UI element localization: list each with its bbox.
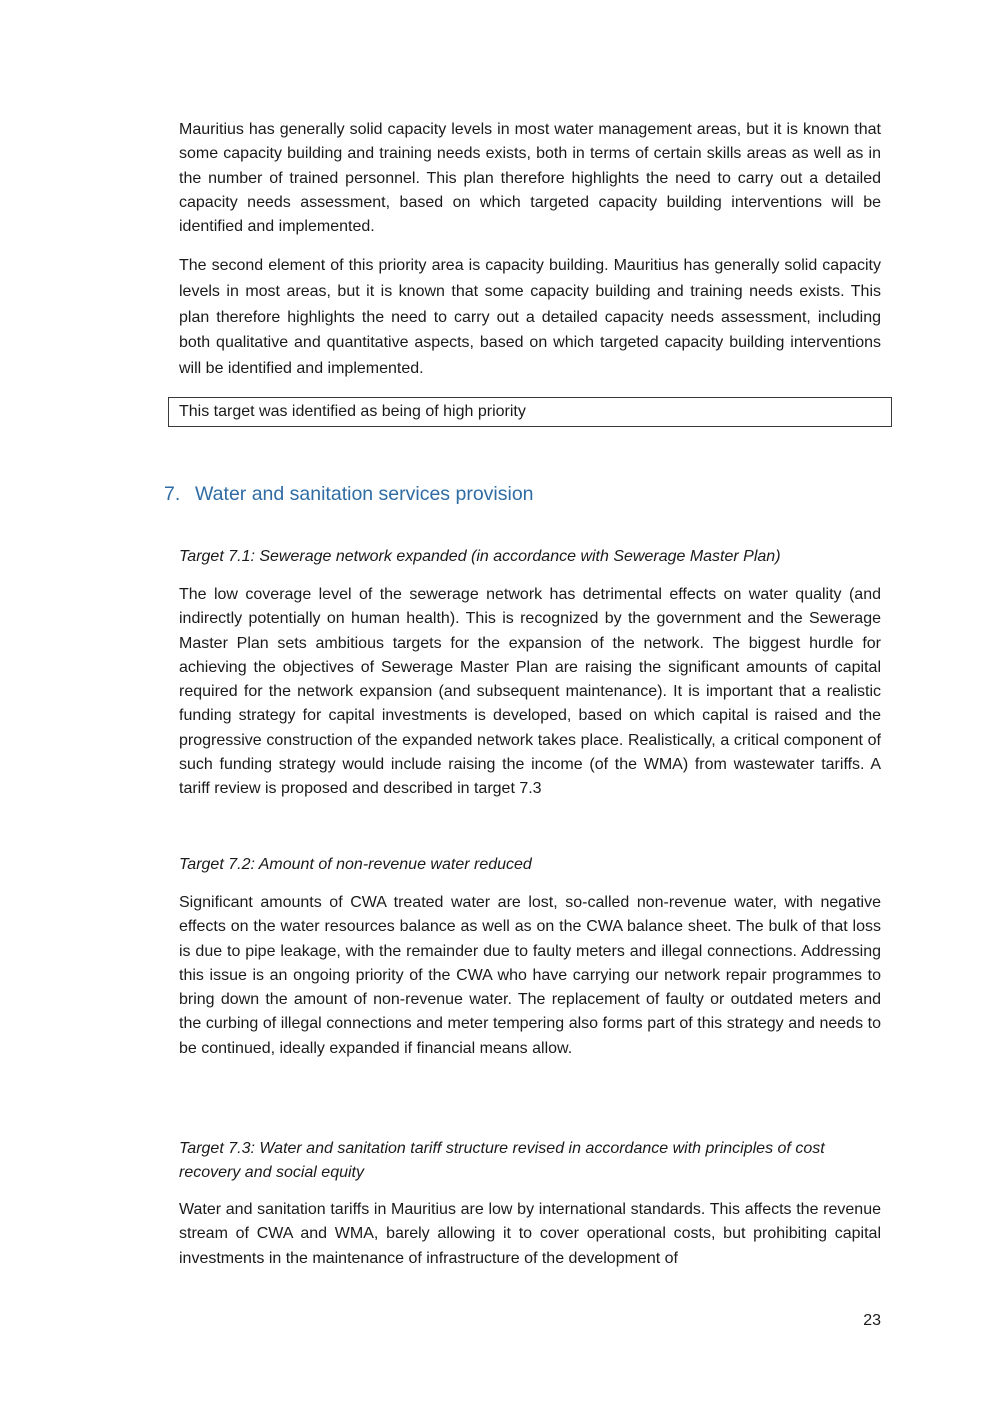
target-7-2-heading: Target 7.2: Amount of non-revenue water reduced: [179, 856, 532, 873]
section-heading: [164, 480, 534, 508]
target-7-3-heading: Target 7.3: Water and sanitation tariff structure revised in accordance with principles of cost recovery and social equity: [179, 1140, 825, 1182]
target-7-1-heading: Target 7.1: Sewerage network expanded (in accordance with Sewerage Master Plan): [179, 548, 781, 565]
section-title: Water and sanitation services provision: [195, 483, 534, 505]
target-7-2-body: Significant amounts of CWA treated water are lost, so-called non-revenue water, with negative effects on the water resources balance as well as on the CWA balance sheet. The bulk of that loss is due to pipe leakage, with the remainder due to faulty meters and illegal connections. Addressing this issue is an ongoing priority of the CWA who have carrying our network repair programmes to bring down the amount of non-revenue water. The replacement of faulty or outdated meters and the curbing of illegal connections and meter tempering also forms part of this strategy and needs to be continued, ideally expanded if financial means allow.: [179, 894, 881, 1057]
intro-paragraph-2: The second element of this priority area is capacity building. Mauritius has generally solid capacity levels in most areas, but it is known that some capacity building and training needs exists. This plan therefore highlights the need to carry out a detailed capacity needs assessment, including both qualitative and quantitative aspects, based on which targeted capacity building interventions will be identified and implemented.: [179, 257, 881, 378]
section-number: 7.: [164, 483, 181, 505]
target-7-1-body: The low coverage level of the sewerage network has detrimental effects on water quality (and indirectly potentially on human health). This is recognized by the government and the Sewerage Master Plan sets ambitious targets for the expansion of the network. The biggest hurdle for achieving the objectives of Sewerage Master Plan are raising the significant amounts of capital required for the network expansion (and subsequent maintenance). It is important that a realistic funding strategy for capital investments is developed, based on which capital is raised and the progressive construction of the expanded network takes place. Realistically, a critical component of such funding strategy would include raising the income (of the WMA) from wastewater tariffs. A tariff review is proposed and described in target 7.3: [179, 586, 881, 798]
intro-paragraph-1: Mauritius has generally solid capacity levels in most water management areas, but it is known that some capacity building and training needs exists, both in terms of certain skills areas as well as in the number of trained personnel. This plan therefore highlights the need to carry out a detailed capacity needs assessment, based on which targeted capacity building interventions will be identified and implemented.: [179, 121, 881, 236]
priority-note-box: [168, 397, 892, 427]
priority-note-text: This target was identified as being of high priority: [179, 403, 526, 420]
page-number: 23: [863, 1312, 881, 1329]
target-7-3-body: Water and sanitation tariffs in Mauritius are low by international standards. This affects the revenue stream of CWA and WMA, barely allowing it to cover operational costs, but prohibiting capital investments in the maintenance of infrastructure of the development of: [179, 1201, 881, 1267]
